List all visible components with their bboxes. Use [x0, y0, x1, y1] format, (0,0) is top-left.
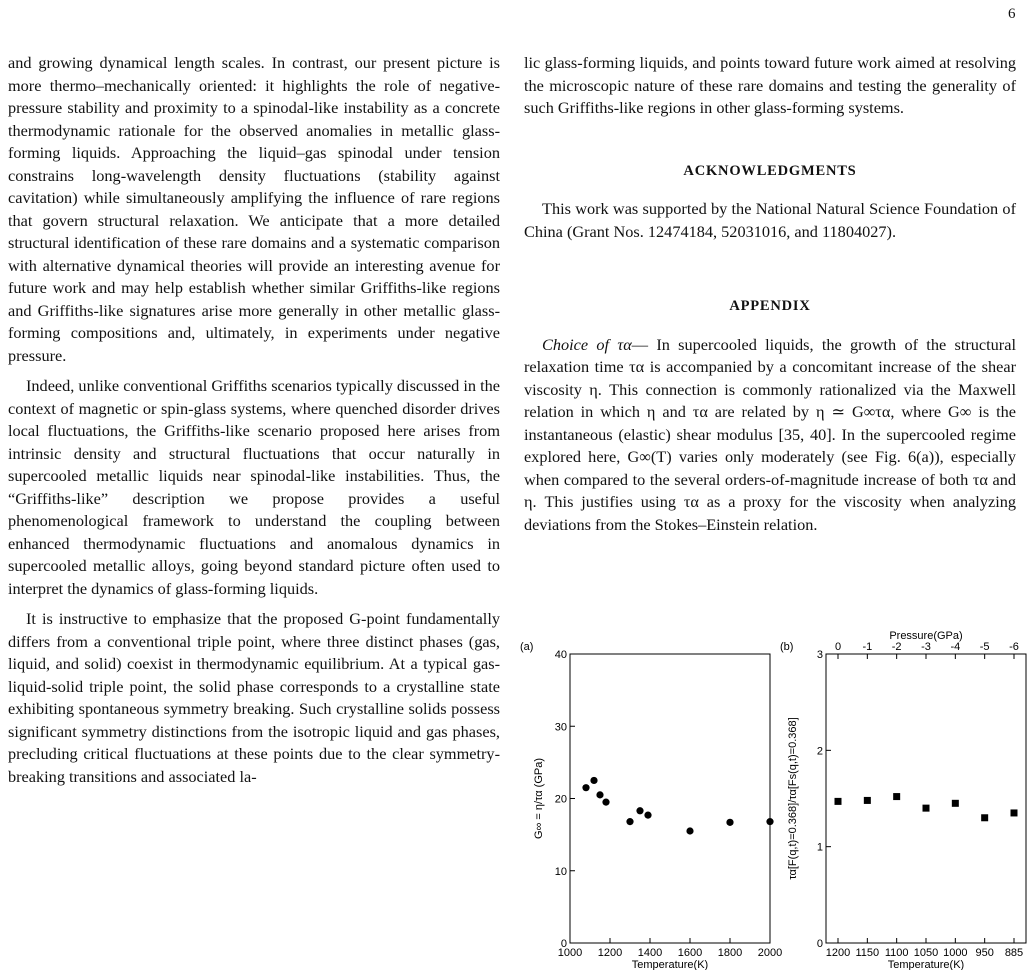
top-x-tick-label: -6 — [1009, 641, 1019, 653]
y-axis-label: τα[F(q,t)=0.368]/τα[Fs(q,t)=0.368] — [787, 717, 799, 880]
appendix-heading: APPENDIX — [729, 298, 811, 314]
data-point — [582, 784, 589, 791]
data-point — [626, 818, 633, 825]
y-tick-label: 20 — [554, 793, 567, 806]
paragraph: lic glass-forming liquids, and points toward future work aimed at resolving the microscopic nature of these rare domains and testing the generality of such Griffiths-like regions in other glass-forming systems. — [524, 53, 1016, 117]
data-point — [981, 814, 988, 821]
paragraph: Indeed, unlike conventional Griffiths scenarios typically discussed in the context of magnetic or spin-glass systems, where quenched disorder drives local fluctuations, the Griffiths-like scenario proposed here arises from intrinsic density and structural fluctuations that occur naturally in supercooled metallic liquids near spinodal-like instabilities. Thus, the “Griffiths-like” description we propose provides a useful phenomenological framework to understand the coupling between enhanced thermodynamic fluctuations and anomalous dynamics in supercooled metallic alloys, going beyond standard picture often used to interpret the dynamics of glass-forming liquids. — [8, 376, 501, 598]
data-point — [596, 791, 603, 798]
x-axis-label: Temperature(K) — [887, 959, 965, 970]
y-tick-label: 3 — [816, 649, 823, 661]
top-x-tick-label: -5 — [979, 641, 990, 653]
y-tick-label: 40 — [554, 649, 567, 661]
x-tick-label: 1000 — [943, 947, 968, 959]
top-x-tick-label: -2 — [891, 641, 902, 653]
data-point — [590, 777, 597, 784]
x-tick-label: 1200 — [597, 947, 623, 959]
x-tick-label: 1800 — [717, 947, 743, 959]
top-x-tick-label: 0 — [834, 641, 842, 653]
data-point — [726, 819, 733, 826]
data-point — [835, 798, 842, 805]
top-x-tick-label: -3 — [921, 641, 931, 653]
appendix-text: In supercooled liquids, the growth of the structural relaxation time τα is accompanied by a concomitant increase of the shear viscosity η. This connection is commonly rationalized via the Maxwell relation in which η and τα are related by η ≃ G∞τα, where G∞ is the instantaneous (elastic) shear modulus [35, 40]. In the supercooled regime explored here, G∞(T) varies only moderately (see Fig. 6(a)), especially when compared to the several orders-of-magnitude increase of both τα and η. This justifies using τα as a proxy for the viscosity when analyzing deviations from the Stokes–Einstein relation. — [524, 334, 1016, 534]
x-tick-label: 1400 — [637, 947, 663, 959]
y-axis-label: G∞ = η/τα (GPa) — [533, 757, 545, 840]
x-tick-label: 1200 — [825, 947, 851, 959]
paragraph: and growing dynamical length scales. In contrast, our present picture is more thermo–mechanically oriented: it highlights the role of negative-pressure stability and proximity to a spinodal-like instability as a concrete thermodynamic rationale for the observed anomalies in metallic glass-forming liquids. Approaching the liquid–gas spinodal under tension constrains long-wavelength density fluctuations (stability against cavitation) while simultaneously amplifying the influence of rare regions that govern structural relaxation. We anticipate that a more detailed structural identification of these rare domains and a systematic comparison with alternative dynamical theories will provide an interesting avenue for future work and may help establish whether similar Griffiths-like regions and Griffiths-like signatures arise more generally in other metallic glass-forming compositions and, ultimately, in experiments under negative pressure. — [8, 53, 500, 365]
acknowledgments-heading: ACKNOWLEDGMENTS — [683, 162, 857, 179]
paragraph: It is instructive to emphasize that the proposed G-point fundamentally differs from a conventional triple point, where three distinct phases (gas, liquid, and solid) coexist in thermodynamic equilibrium. At a typical gas-liquid-solid triple point, the solid phase corresponds to a crystalline state exhibiting spontaneous symmetry breaking. Such crystalline solids possess significant symmetry distinctions from the isotropic liquid and gas phases, precluding critical fluctuations at these points due to the clear symmetry-breaking transitions and associated la- — [8, 609, 500, 786]
page-number: 6 — [1008, 6, 1016, 22]
chart-panel-b — [778, 630, 1030, 970]
top-x-tick-label: -4 — [950, 641, 961, 653]
y-tick-label: 10 — [554, 865, 567, 878]
x-tick-label: 2000 — [757, 947, 783, 959]
data-point — [893, 793, 900, 800]
data-point — [766, 818, 773, 825]
appendix-dash: — — [631, 334, 657, 354]
top-x-axis-label: Pressure(GPa) — [889, 630, 963, 642]
x-tick-label: 885 — [1004, 947, 1024, 959]
data-point — [644, 812, 651, 819]
data-point — [1011, 809, 1018, 816]
x-tick-label: 1100 — [884, 947, 909, 959]
left-column — [8, 52, 500, 788]
x-tick-label: 950 — [975, 947, 994, 959]
panel-label: (b) — [780, 641, 794, 653]
x-tick-label: 1150 — [855, 947, 880, 959]
data-point — [686, 827, 693, 834]
right-column — [524, 52, 1016, 536]
panel-label: (a) — [520, 641, 534, 653]
data-point — [602, 799, 609, 806]
plot-frame — [570, 654, 770, 943]
appendix-lead: Choice of τα — [542, 334, 632, 354]
top-x-tick-label: -1 — [862, 641, 873, 653]
figure-6 — [520, 630, 1025, 970]
y-tick-label: 0 — [560, 938, 567, 950]
plot-frame — [826, 654, 1026, 943]
x-axis-label: Temperature(K) — [631, 959, 709, 970]
y-tick-label: 2 — [816, 745, 823, 758]
data-point — [864, 797, 871, 804]
acknowledgments-text: This work was supported by the National Natural Science Foundation of China (Grant Nos. 12474184, 52031016, and 11804027). — [524, 199, 1016, 241]
data-point — [923, 805, 930, 812]
data-point — [952, 800, 959, 807]
chart-panel-a — [520, 630, 783, 970]
y-tick-label: 1 — [816, 841, 823, 854]
x-tick-label: 1000 — [557, 947, 583, 959]
x-tick-label: 1600 — [677, 947, 703, 959]
y-tick-label: 0 — [816, 938, 823, 950]
y-tick-label: 30 — [554, 721, 567, 734]
appendix-paragraph — [524, 334, 1016, 537]
data-point — [636, 807, 643, 814]
x-tick-label: 1050 — [913, 947, 939, 959]
